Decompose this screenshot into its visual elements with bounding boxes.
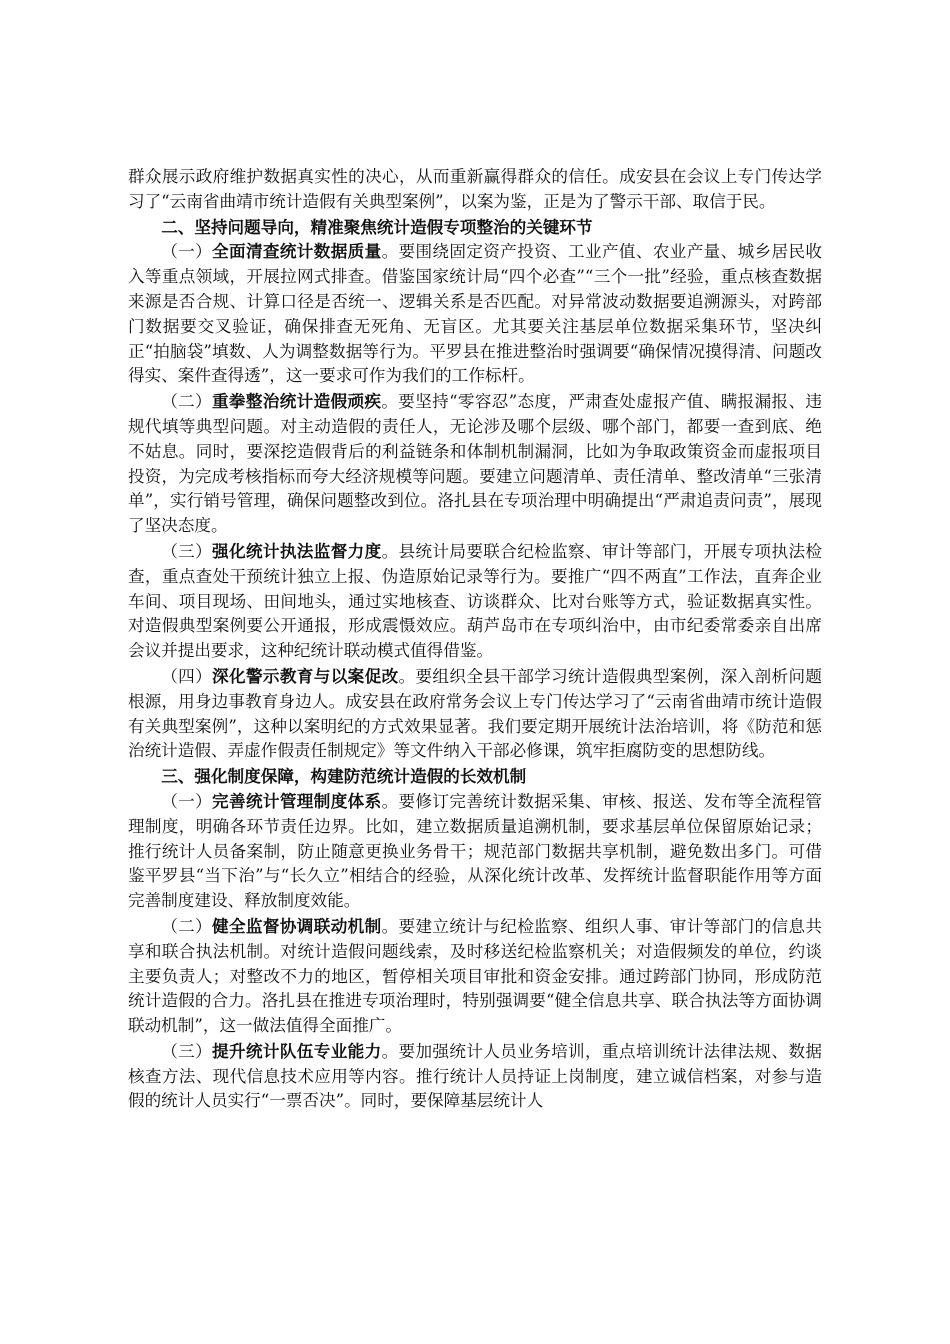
item-lead: 深化警示教育与以案促改 xyxy=(212,665,399,686)
item-body: 。要建立统计与纪检监察、组织人事、审计等部门的信息共享和联合执法机制。对统计造假问题线索，及时移送纪检监察机关；对造假频发的单位，约谈主要负责人；对整改不力的地区，暂停相关项目审批和资金安排。通过跨部门协同，形成防范统计造假的合力。洛扎县在推进专项治理时，特别强调要“健全信息共享、联合执法等方面协调联动机制”，这一做法值得全面推广。 xyxy=(128,916,822,1036)
paragraph-2-2 xyxy=(128,389,822,539)
item-lead: 完善统计管理制度体系 xyxy=(212,790,382,811)
paragraph-3-2 xyxy=(128,914,822,1039)
item-number: （二） xyxy=(161,392,212,412)
document-page xyxy=(128,165,822,1114)
item-number: （四） xyxy=(161,666,213,686)
paragraph-2-4 xyxy=(128,664,822,764)
item-number: （三） xyxy=(161,1041,213,1061)
item-lead: 强化统计执法监督力度 xyxy=(212,540,382,561)
section-heading-3: 三、强化制度保障，构建防范统计造假的长效机制 xyxy=(161,766,527,787)
item-body: 。要加强统计人员业务培训，重点培训统计法律法规、数据核查方法、现代信息技术应用等内容。推行统计人员持证上岗制度，建立诚信档案，对参与造假的统计人员实行“一票否决”。同时，要保障基层统计人 xyxy=(128,1041,822,1111)
item-body: 。要修订完善统计数据采集、审核、报送、发布等全流程管理制度，明确各环节责任边界。比如，建立数据质量追溯机制，要求基层单位保留原始记录；推行统计人员备案制，防止随意更换业务骨干；规范部门数据共享机制，避免数出多门。可借鉴平罗县“当下治”与“长久立”相结合的经验，从深化统计改革、发挥统计监督职能作用等方面完善制度建设、释放制度效能。 xyxy=(128,791,822,911)
item-lead: 健全监督协调联动机制 xyxy=(212,915,382,936)
item-body: 。要组织全县干部学习统计造假典型案例，深入剖析问题根源，用身边事教育身边人。成安县在政府常务会议上专门传达学习了“云南省曲靖市统计造假有关典型案例”，这种以案明纪的方式效果显著。我们要定期开展统计法治培训，将《防范和惩治统计造假、弄虚作假责任制规定》等文件纳入干部必修课，筑牢拒腐防变的思想防线。 xyxy=(128,666,822,761)
paragraph-3-3 xyxy=(128,1039,822,1114)
continuation-paragraph: 群众展示政府维护数据真实性的决心，从而重新赢得群众的信任。成安县在会议上专门传达学习了“云南省曲靖市统计造假有关典型案例”，以案为鉴，正是为了警示干部、取信于民。 xyxy=(128,167,822,211)
item-body: 。县统计局要联合纪检监察、审计等部门，开展专项执法检查，重点查处干预统计独立上报、伪造原始记录等行为。要推广“四不两直”工作法，直奔企业车间、项目现场、田间地头，通过实地核查、访谈群众、比对台账等方式，验证数据真实性。对造假典型案例要公开通报，形成震慑效应。葫芦岛市在专项纠治中，由市纪委常委亲自出席会议并提出要求，这种纪统计联动模式值得借鉴。 xyxy=(128,541,822,661)
item-number: （一） xyxy=(161,791,213,811)
item-number: （二） xyxy=(161,916,213,936)
item-number: （一） xyxy=(161,242,213,262)
section-heading-2: 二、坚持问题导向，精准聚焦统计造假专项整治的关键环节 xyxy=(161,216,593,237)
item-body: 。要围绕固定资产投资、工业产值、农业产量、城乡居民收入等重点领域，开展拉网式排查。借鉴国家统计局“四个必查”“三个一批”经验，重点核查数据来源是否合规、计算口径是否统一、逻辑关系是否匹配。对异常波动数据要追溯源头，对跨部门数据要交叉验证，确保排查无死角、无盲区。尤其要关注基层单位数据采集环节，坚决纠正“拍脑袋”填数、人为调整数据等行为。平罗县在推进整治时强调要“确保情况摸得清、问题改得实、案件查得透”，这一要求可作为我们的工作标杆。 xyxy=(128,242,822,386)
item-body: 。要坚持“零容忍”态度，严肃查处虚报产值、瞒报漏报、违规代填等典型问题。对主动造假的责任人，无论涉及哪个层级、哪个部门，都要一查到底、绝不姑息。同时，要深挖造假背后的利益链条和体制机制漏洞，比如为争取政策资金而虚报项目投资，为完成考核指标而夸大经济规模等问题。要建立问题清单、责任清单、整改清单“三张清单”，实行销号管理，确保问题整改到位。洛扎县在专项治理中明确提出“严肃追责问责”，展现了坚决态度。 xyxy=(128,392,823,536)
item-lead: 重拳整治统计造假顽疾 xyxy=(212,391,382,412)
item-lead: 全面清查统计数据质量 xyxy=(212,241,382,262)
item-lead: 提升统计队伍专业能力 xyxy=(212,1040,382,1061)
paragraph-2-1 xyxy=(128,239,822,389)
paragraph-2-3 xyxy=(128,539,822,664)
paragraph-3-1 xyxy=(128,789,822,914)
item-number: （三） xyxy=(161,541,213,561)
